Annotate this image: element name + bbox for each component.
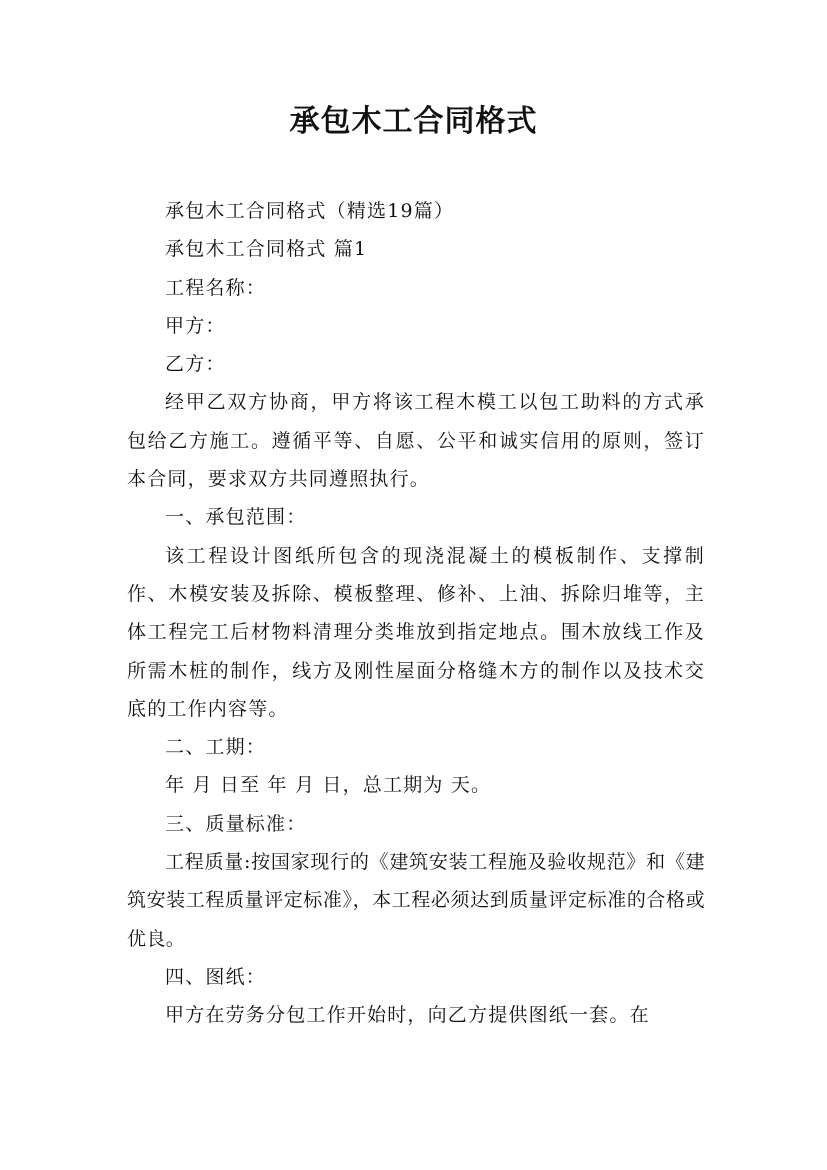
scope-heading: 一、承包范围： xyxy=(165,506,307,529)
document-title: 承包木工合同格式 xyxy=(289,104,538,139)
drawings-paragraph: 甲方在劳务分包工作开始时，向乙方提供图纸一套。在 xyxy=(165,1004,650,1027)
quality-heading: 三、质量标准： xyxy=(165,812,307,835)
party-a-line: 甲方： xyxy=(165,314,226,337)
project-name-line: 工程名称： xyxy=(165,276,267,299)
party-b-line: 乙方： xyxy=(165,353,226,376)
document-body xyxy=(127,192,705,1035)
scope-paragraph: 该工程设计图纸所包含的现浇混凝土的模板制作、支撑制作、木模安装及拆除、模板整理、修补、上油、拆除归堆等，主体工程完工后材物料清理分类堆放到指定地点。围木放线工作及所需木桩的制作，线方及刚性屋面分格缝木方的制作以及技术交底的工作内容等。 xyxy=(127,544,705,720)
intro-paragraph: 经甲乙双方协商，甲方将该工程木模工以包工助料的方式承包给乙方施工。遵循平等、自愿、公平和诚实信用的原则，签订本合同，要求双方共同遵照执行。 xyxy=(127,391,705,491)
schedule-paragraph: 年 月 日至 年 月 日，总工期为 天。 xyxy=(165,774,492,797)
subtitle-paragraph: 承包木工合同格式（精选19篇） xyxy=(165,200,455,222)
schedule-heading: 二、工期： xyxy=(165,736,267,759)
section-heading: 承包木工合同格式 篇1 xyxy=(165,238,368,261)
drawings-heading: 四、图纸： xyxy=(165,965,267,988)
quality-paragraph: 工程质量:按国家现行的《建筑安装工程施及验收规范》和《建筑安装工程质量评定标准》，本工程必须达到质量评定标准的合格或优良。 xyxy=(127,851,705,950)
